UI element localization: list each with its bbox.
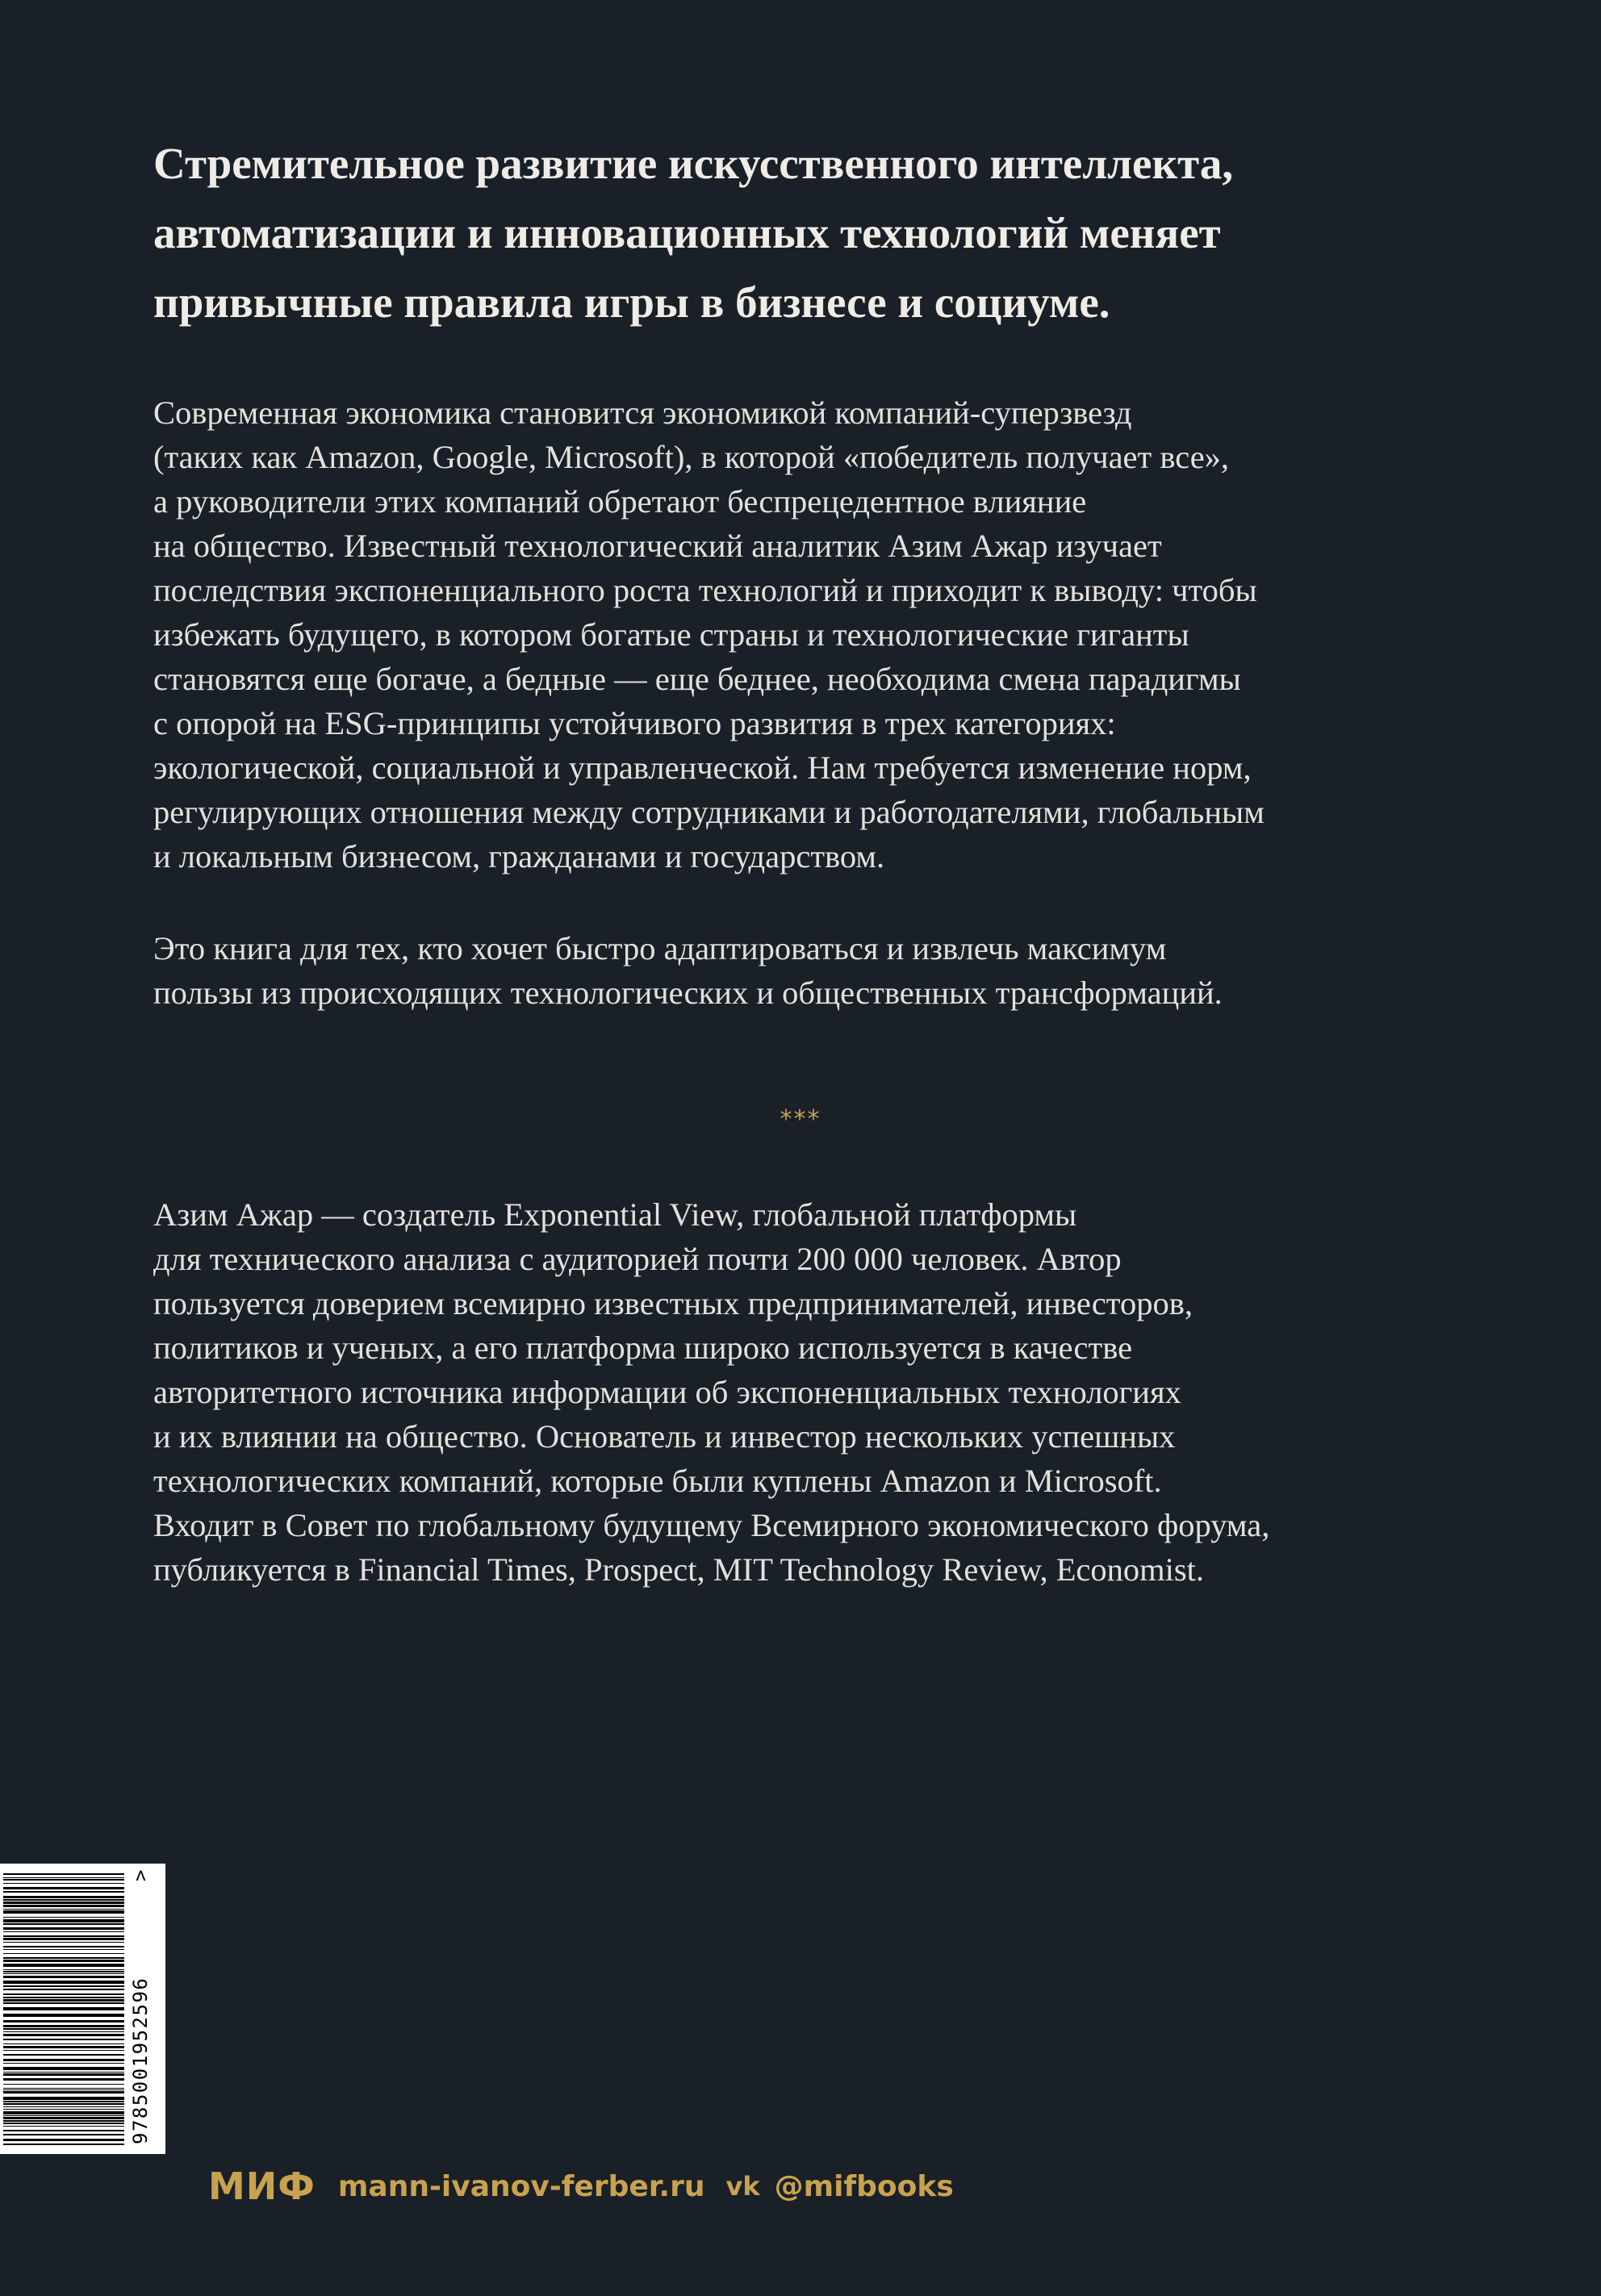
- barcode-bar: [3, 2039, 124, 2040]
- text-line: Современная экономика становится экономикой компаний-суперзвезд: [153, 394, 1132, 431]
- barcode-bar: [3, 2073, 124, 2076]
- audience-paragraph: [153, 926, 1477, 1015]
- text-line: пользуется доверием всемирно известных предпринимателей, инвесторов,: [153, 1285, 1193, 1321]
- barcode-bar: [3, 1879, 124, 1881]
- text-line: и локальным бизнесом, гражданами и государством.: [153, 838, 885, 875]
- barcode-bars: [3, 1873, 124, 2145]
- text-line: политиков и ученых, а его платформа широко используется в качестве: [153, 1330, 1133, 1366]
- barcode-bar: [3, 2111, 124, 2114]
- barcode-bar: [3, 1883, 124, 1884]
- barcode-bar: [3, 1946, 124, 1947]
- text-line: пользы из происходящих технологических и общественных трансформаций.: [153, 975, 1223, 1011]
- text-line: а руководители этих компаний обретают беспрецедентное влияние: [153, 483, 1087, 520]
- barcode-bar: [3, 2144, 124, 2145]
- website-link[interactable]: mann-ivanov-ferber.ru: [337, 2169, 705, 2203]
- barcode-bar: [3, 2097, 124, 2100]
- barcode-bar: [3, 2007, 124, 2010]
- barcode-bar: [3, 2120, 124, 2122]
- barcode-bar: [3, 2103, 124, 2105]
- barcode-bar: [3, 1949, 124, 1950]
- barcode-bar: [3, 1931, 124, 1932]
- barcode-bar: [3, 2031, 124, 2032]
- barcode-bar: [3, 2109, 124, 2110]
- barcode-bar: [3, 1999, 124, 2002]
- barcode-bar: [3, 1997, 124, 1998]
- barcode-bar: [3, 1919, 124, 1922]
- barcode-bar: [3, 1964, 124, 1967]
- text-line: избежать будущего, в котором богатые страны и технологические гиганты: [153, 616, 1189, 653]
- barcode-bar: [3, 1899, 124, 1901]
- barcode-bar: [3, 2067, 124, 2070]
- barcode-bar: [3, 1973, 124, 1974]
- lead-line: Стремительное развитие искусственного интеллекта,: [153, 139, 1234, 188]
- isbn-barcode: [0, 1864, 165, 2154]
- text-line: Это книга для тех, кто хочет быстро адаптироваться и извлечь максимум: [153, 930, 1167, 966]
- text-line: (таких как Amazon, Google, Microsoft), в которой «победитель получает все»,: [153, 439, 1230, 475]
- barcode-bar: [3, 2054, 124, 2056]
- barcode-bar: [3, 1942, 124, 1943]
- barcode-bar: [3, 1927, 124, 1930]
- text-line: технологических компаний, которые были куплены Amazon и Microsoft.: [153, 1463, 1162, 1499]
- barcode-bar: [3, 1887, 124, 1889]
- barcode-bar: [3, 2050, 124, 2051]
- barcode-bar: [3, 1902, 124, 1904]
- lead-heading: [153, 129, 1444, 337]
- barcode-bar: [3, 1923, 124, 1925]
- barcode-bar: [3, 2123, 124, 2124]
- barcode-bar: [3, 1985, 124, 1987]
- text-line: и их влиянии на общество. Основатель и инвестор нескольких успешных: [153, 1418, 1176, 1455]
- barcode-bar: [3, 1896, 124, 1898]
- publisher-footer: [208, 2158, 954, 2215]
- text-line: на общество. Известный технологический аналитик Азим Ажар изучает: [153, 528, 1162, 564]
- barcode-bar: [3, 2020, 124, 2023]
- lead-line: автоматизации и инновационных технологий меняет: [153, 208, 1221, 257]
- barcode-bar: [3, 1891, 124, 1893]
- barcode-bar: [3, 2088, 124, 2089]
- barcode-bar: [3, 1976, 124, 1978]
- barcode-bar: [3, 2059, 124, 2061]
- barcode-bar: [3, 2117, 124, 2119]
- text-line: Входит в Совет по глобальному будущему Всемирного экономического форума,: [153, 1507, 1270, 1543]
- barcode-bar: [3, 1905, 124, 1907]
- barcode-bar: [3, 1960, 124, 1962]
- barcode-bar: [3, 2134, 124, 2135]
- barcode-bar: [3, 2130, 124, 2131]
- barcode-bar: [3, 1938, 124, 1940]
- barcode-bar: [3, 2063, 124, 2064]
- barcode-bar: [3, 2028, 124, 2030]
- barcode-bar: [3, 2046, 124, 2048]
- barcode-bar: [3, 1969, 124, 1970]
- barcode-bar: [3, 1917, 124, 1918]
- lead-line: привычные правила игры в бизнесе и социуме.: [153, 278, 1110, 327]
- barcode-bar: [3, 1873, 124, 1875]
- text-line: Азим Ажар — создатель Exponential View, глобальной платформы: [153, 1196, 1077, 1233]
- barcode-bar: [3, 1935, 124, 1937]
- text-line: экологической, социальной и управленческой. Нам требуется изменение норм,: [153, 749, 1252, 786]
- barcode-bar: [3, 2025, 124, 2027]
- author-bio-paragraph: [153, 1192, 1477, 1592]
- barcode-bar: [3, 2043, 124, 2044]
- barcode-bar: [3, 2002, 124, 2004]
- text-line: авторитетного источника информации об экспоненциальных технологиях: [153, 1374, 1181, 1410]
- barcode-bar: [3, 1957, 124, 1959]
- text-line: регулирующих отношения между сотрудниками и работодателями, глобальным: [153, 794, 1264, 830]
- barcode-graphic: [0, 1864, 165, 2154]
- text-line: для технического анализа с аудиторией почти 200 000 человек. Автор: [153, 1241, 1122, 1277]
- publisher-logo: МИФ: [208, 2165, 316, 2208]
- barcode-quiet-mark: >: [129, 1869, 152, 1881]
- barcode-bar: [3, 2014, 124, 2017]
- vk-icon[interactable]: vk: [725, 2171, 760, 2202]
- barcode-bar: [3, 1989, 124, 1990]
- barcode-bar: [3, 1877, 124, 1878]
- barcode-bar: [3, 2091, 124, 2094]
- section-separator: ***: [780, 1105, 821, 1133]
- barcode-bar: [3, 2072, 124, 2073]
- text-line: последствия экспоненциального роста технологий и приходит к выводу: чтобы: [153, 572, 1257, 608]
- barcode-bar: [3, 2101, 124, 2102]
- barcode-bar: [3, 1953, 124, 1954]
- barcode-bar: [3, 1971, 124, 1972]
- barcode-bar: [3, 1993, 124, 1995]
- text-line: с опорой на ESG-принципы устойчивого развития в трех категориях:: [153, 705, 1116, 741]
- barcode-bar: [3, 1981, 124, 1984]
- description-paragraph: [153, 390, 1477, 879]
- barcode-bar: [3, 2089, 124, 2090]
- barcode-bar: [3, 2126, 124, 2127]
- text-line: публикуется в Financial Times, Prospect, MIT Technology Review, Economist.: [153, 1551, 1205, 1588]
- barcode-bar: [3, 2139, 124, 2141]
- barcode-bar: [3, 1909, 124, 1910]
- barcode-bar: [3, 2084, 124, 2085]
- barcode-bar: [3, 1910, 124, 1914]
- barcode-digits: 9785001952596: [129, 1977, 152, 2144]
- social-handle-link[interactable]: @mifbooks: [774, 2169, 954, 2203]
- barcode-bar: [3, 2115, 124, 2116]
- barcode-bar: [3, 2106, 124, 2107]
- text-line: становятся еще богаче, а бедные — еще беднее, необходима смена парадигмы: [153, 661, 1241, 697]
- barcode-bar: [3, 2078, 124, 2081]
- barcode-bar: [3, 2034, 124, 2036]
